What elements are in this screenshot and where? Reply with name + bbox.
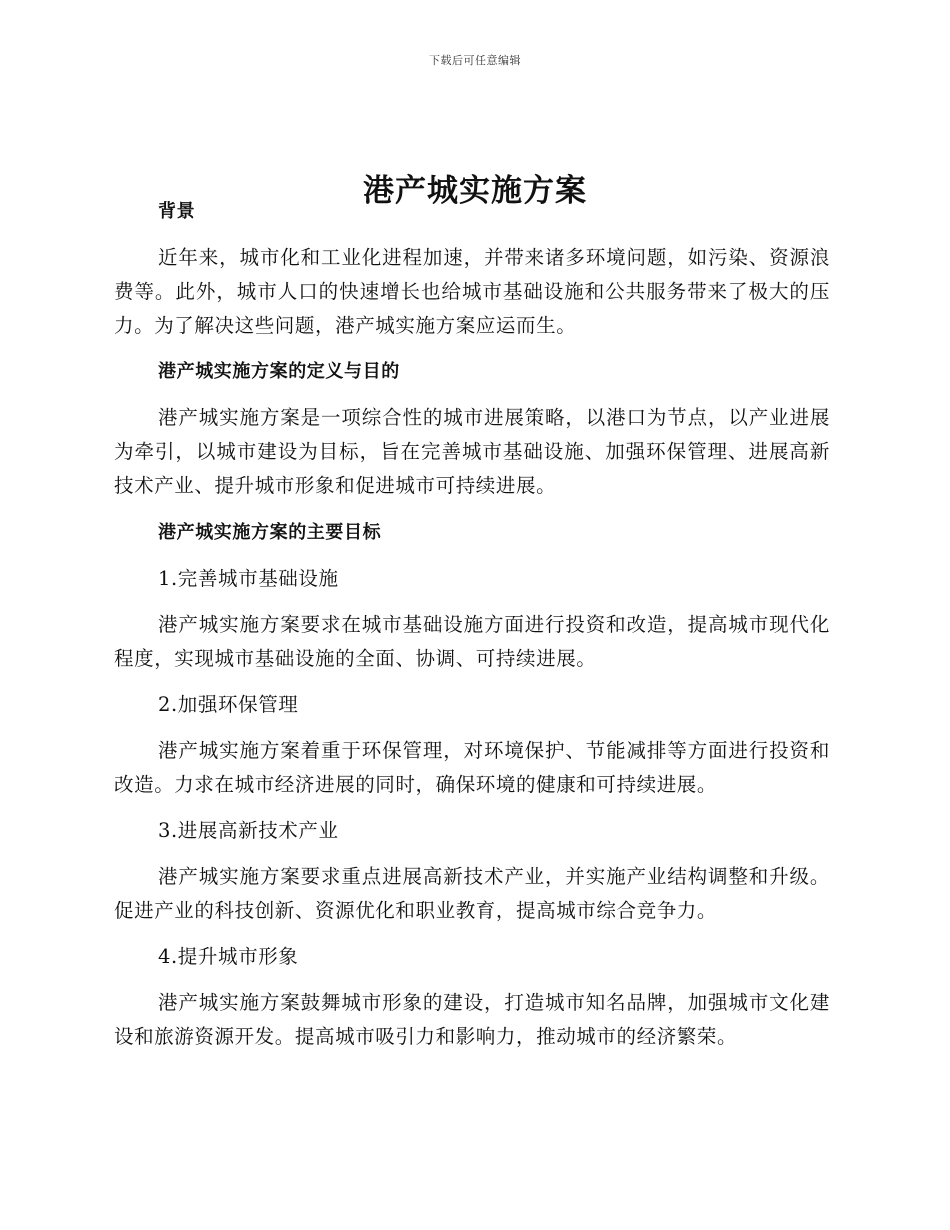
goal-item-title: 4.提升城市形象 [158,945,299,968]
goal-item-paragraph: 港产城实施方案要求在城市基础设施方面进行投资和改造，提高城市现代化程度，实现城市基础设施的全面、协调、可持续进展。 [114,613,830,670]
section-heading-goals: 港产城实施方案的主要目标 [158,522,382,543]
goal-item-title: 1.完善城市基础设施 [158,567,339,590]
document-title: 港产城实施方案 [363,172,587,209]
goal-item-title: 3.进展高新技术产业 [158,819,339,842]
background-paragraph: 近年来，城市化和工业化进程加速，并带来诸多环境问题，如污染、资源浪费等。此外，城市人口的快速增长也给城市基础设施和公共服务带来了极大的压力。为了解决这些问题，港产城实施方案应运而生。 [114,246,830,337]
header-note: 下载后可任意编辑 [429,54,521,67]
goal-item-title: 2.加强环保管理 [158,693,299,716]
goal-item-paragraph: 港产城实施方案要求重点进展高新技术产业，并实施产业结构调整和升级。促进产业的科技创新、资源优化和职业教育，提高城市综合竞争力。 [114,865,830,922]
goal-item-paragraph: 港产城实施方案鼓舞城市形象的建设，打造城市知名品牌，加强城市文化建设和旅游资源开发。提高城市吸引力和影响力，推动城市的经济繁荣。 [114,991,830,1048]
document-body [114,195,830,1054]
goal-item-paragraph: 港产城实施方案着重于环保管理，对环境保护、节能减排等方面进行投资和改造。力求在城市经济进展的同时，确保环境的健康和可持续进展。 [114,739,830,796]
section-heading-definition: 港产城实施方案的定义与目的 [158,361,400,382]
definition-paragraph: 港产城实施方案是一项综合性的城市进展策略，以港口为节点，以产业进展为牵引，以城市建设为目标，旨在完善城市基础设施、加强环保管理、进展高新技术产业、提升城市形象和促进城市可持续进展。 [114,406,830,497]
section-heading-background: 背景 [158,201,196,222]
